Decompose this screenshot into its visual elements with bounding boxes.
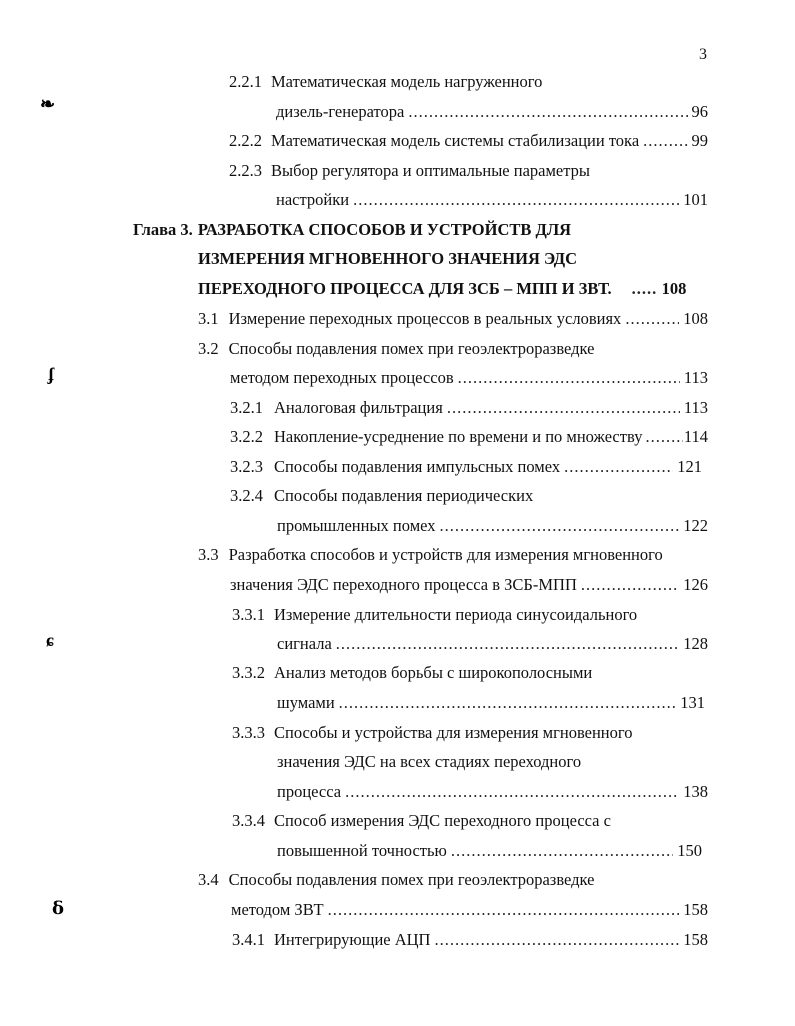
chapter-title-cont: ИЗМЕРЕНИЯ МГНОВЕННОГО ЗНАЧЕНИЯ ЭДС xyxy=(198,249,578,268)
toc-title: Накопление-усреднение по времени и по множеству xyxy=(274,427,643,446)
toc-title: Способы подавления периодических xyxy=(274,486,534,505)
dot-leader xyxy=(643,129,687,153)
toc-entry-3-4-cont[interactable] xyxy=(231,898,708,922)
dot-leader xyxy=(447,396,680,420)
toc-title: Интегрирующие АЦП xyxy=(274,930,431,949)
toc-entry-2-2-1[interactable] xyxy=(229,70,542,94)
toc-number: 3.4 xyxy=(198,870,219,889)
dot-leader xyxy=(408,100,687,124)
toc-page: 126 xyxy=(683,575,708,594)
toc-title: Способы подавления импульсных помех xyxy=(274,457,561,476)
toc-title: Способы подавления помех при геоэлектроразведке xyxy=(228,870,595,889)
chapter-title: РАЗРАБОТКА СПОСОБОВ И УСТРОЙСТВ ДЛЯ xyxy=(197,220,572,239)
toc-entry-3-2-1[interactable] xyxy=(230,396,708,420)
dot-leader xyxy=(345,780,679,804)
toc-number: 3.3.3 xyxy=(232,723,265,742)
toc-number: 3.3.4 xyxy=(232,811,265,830)
toc-entry-3-3-4[interactable] xyxy=(232,809,611,833)
toc-page: 121 xyxy=(677,457,702,476)
toc-title-cont: шумами xyxy=(277,693,335,712)
toc-page: 150 xyxy=(677,841,702,860)
toc-entry-2-2-3-cont[interactable] xyxy=(276,188,708,212)
dot-leader xyxy=(581,573,679,597)
margin-mark-4: ẟ xyxy=(52,898,65,918)
toc-title: Разработка способов и устройств для измерения мгновенного xyxy=(228,545,663,564)
margin-mark-2: ʄ xyxy=(48,364,54,384)
toc-entry-3-3-1[interactable] xyxy=(232,603,637,627)
chapter-label: Глава 3. xyxy=(133,220,193,239)
toc-entry-3-3-4-cont[interactable] xyxy=(277,839,702,863)
toc-entry-3-1[interactable] xyxy=(198,307,708,331)
toc-page: 108 xyxy=(661,279,687,298)
toc-page: 99 xyxy=(691,131,708,150)
toc-number: 3.3.2 xyxy=(232,663,265,682)
toc-number: 3.3.1 xyxy=(232,605,265,624)
toc-title: Аналоговая фильтрация xyxy=(274,398,443,417)
toc-page: 122 xyxy=(683,516,708,535)
toc-chapter-3[interactable] xyxy=(133,218,571,242)
toc-page: 158 xyxy=(683,900,708,919)
toc-title-cont: дизель-генератора xyxy=(276,102,405,121)
toc-title: Анализ методов борьбы с широкополосными xyxy=(274,663,593,682)
toc-title: Способ измерения ЭДС переходного процесса с xyxy=(274,811,611,830)
dot-leader xyxy=(564,455,673,479)
toc-number: 3.4.1 xyxy=(232,930,265,949)
margin-mark-1: ❧ xyxy=(40,94,56,114)
toc-entry-3-3-1-cont[interactable] xyxy=(277,632,708,656)
dot-leader xyxy=(353,188,679,212)
toc-title-cont: методом переходных процессов xyxy=(230,368,454,387)
dot-leader xyxy=(645,425,682,449)
toc-number: 3.2.3 xyxy=(230,457,263,476)
chapter-title-cont: ПЕРЕХОДНОГО ПРОЦЕССА ДЛЯ ЗСБ – МПП И ЗВТ. xyxy=(198,279,612,298)
toc-page: 114 xyxy=(683,427,708,446)
toc-entry-3-2-4-cont[interactable] xyxy=(277,514,708,538)
toc-title-cont: сигнала xyxy=(277,634,332,653)
toc-entry-2-2-1-cont[interactable] xyxy=(276,100,708,124)
toc-page: 131 xyxy=(680,693,705,712)
dot-leader xyxy=(632,277,658,301)
toc-entry-3-2-cont[interactable] xyxy=(230,366,708,390)
toc-entry-3-3-cont[interactable] xyxy=(230,573,708,597)
dot-leader xyxy=(625,307,679,331)
toc-entry-3-4[interactable] xyxy=(198,868,594,892)
toc-entry-3-3-3[interactable] xyxy=(232,721,633,745)
toc-number: 2.2.2 xyxy=(229,131,262,150)
toc-number: 3.2.1 xyxy=(230,398,263,417)
toc-title-cont: промышленных помех xyxy=(277,516,436,535)
toc-number: 3.3 xyxy=(198,545,219,564)
toc-title-cont: значения ЭДС переходного процесса в ЗСБ-МПП xyxy=(230,575,577,594)
toc-entry-2-2-3[interactable] xyxy=(229,159,590,183)
toc-page: 113 xyxy=(683,368,708,387)
dot-leader xyxy=(451,839,673,863)
toc-page: 108 xyxy=(683,309,708,328)
dot-leader xyxy=(336,632,679,656)
dot-leader xyxy=(328,898,680,922)
page-number: 3 xyxy=(699,46,707,63)
toc-number: 3.2.4 xyxy=(230,486,263,505)
toc-title: Математическая модель нагруженного xyxy=(271,72,543,91)
dot-leader xyxy=(440,514,680,538)
toc-page: 138 xyxy=(683,782,708,801)
toc-chapter-3-cont-2[interactable] xyxy=(198,277,708,301)
toc-title-cont: процесса xyxy=(277,782,342,801)
toc-entry-3-4-1[interactable] xyxy=(232,928,708,952)
toc-chapter-3-cont-1 xyxy=(198,247,577,271)
toc-page: 158 xyxy=(683,930,708,949)
toc-title: Способы и устройства для измерения мгновенного xyxy=(274,723,633,742)
toc-title: Измерение переходных процессов в реальных условиях xyxy=(228,309,622,328)
toc-entry-3-3[interactable] xyxy=(198,543,663,567)
dot-leader xyxy=(458,366,680,390)
toc-title-cont: значения ЭДС на всех стадиях переходного xyxy=(277,752,582,771)
toc-entry-3-3-3-cont-1 xyxy=(277,750,581,774)
toc-title-cont: настройки xyxy=(276,190,350,209)
toc-title: Математическая модель системы стабилизации тока xyxy=(271,131,640,150)
toc-title-cont: повышенной точностью xyxy=(277,841,447,860)
toc-entry-3-2-2[interactable] xyxy=(230,425,708,449)
toc-number: 3.1 xyxy=(198,309,219,328)
toc-page: 96 xyxy=(691,102,708,121)
dot-leader xyxy=(434,928,679,952)
toc-entry-3-2-4[interactable] xyxy=(230,484,533,508)
toc-number: 2.2.3 xyxy=(229,161,262,180)
toc-page: 113 xyxy=(683,398,708,417)
toc-entry-3-3-2[interactable] xyxy=(232,661,592,685)
toc-title: Способы подавления помех при геоэлектроразведке xyxy=(228,339,595,358)
toc-page: 101 xyxy=(683,190,708,209)
toc-title: Выбор регулятора и оптимальные параметры xyxy=(271,161,590,180)
toc-entry-3-2-3[interactable] xyxy=(230,455,702,479)
margin-mark-3: ɕ xyxy=(46,630,54,650)
toc-number: 3.2.2 xyxy=(230,427,263,446)
toc-title-cont: методом ЗВТ xyxy=(231,900,324,919)
toc-entry-3-3-3-cont-2[interactable] xyxy=(277,780,708,804)
toc-number: 3.2 xyxy=(198,339,219,358)
toc-page: 128 xyxy=(683,634,708,653)
toc-entry-2-2-2[interactable] xyxy=(229,129,708,153)
dot-leader xyxy=(339,691,677,715)
toc-entry-3-2[interactable] xyxy=(198,337,594,361)
toc-number: 2.2.1 xyxy=(229,72,262,91)
toc-entry-3-3-2-cont[interactable] xyxy=(277,691,705,715)
toc-title: Измерение длительности периода синусоидального xyxy=(274,605,638,624)
